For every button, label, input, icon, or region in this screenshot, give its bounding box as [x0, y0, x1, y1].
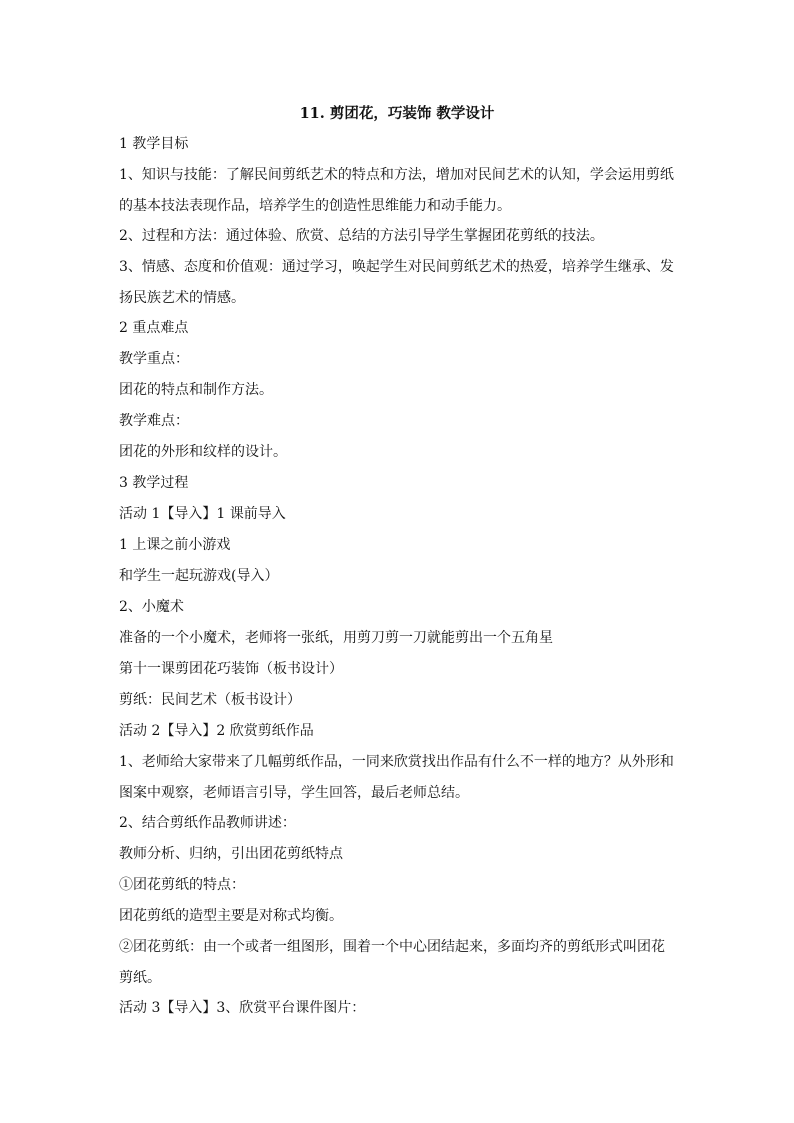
paragraph-line: 扬民族艺术的情感。 — [119, 290, 245, 306]
paragraph-line: 2、结合剪纸作品教师讲述： — [119, 815, 296, 831]
paragraph — [119, 504, 679, 524]
paragraph-line: ①团花剪纸的特点： — [119, 877, 245, 893]
paragraph-line: 活动 3【导入】3、欣赏平台课件图片： — [119, 1000, 366, 1016]
paragraph-line: 团花的特点和制作方法。 — [119, 382, 273, 398]
paragraph — [119, 380, 679, 400]
paragraph-line: 的基本技法表现作品，培养学生的创造性思维能力和动手能力。 — [119, 198, 511, 214]
paragraph — [119, 597, 679, 617]
paragraph-line: 1、知识与技能：了解民间剪纸艺术的特点和方法，增加对民间艺术的认知，学会运用剪纸 — [119, 167, 674, 183]
paragraph — [119, 257, 679, 308]
paragraph-line: 活动 1【导入】1 课前导入 — [119, 506, 286, 522]
paragraph-line: 3、情感、态度和价值观：通过学习，唤起学生对民间剪纸艺术的热爱，培养学生继承、发 — [119, 259, 674, 275]
paragraph — [119, 721, 679, 741]
document-title: 11. 剪团花，巧装饰 教学设计 — [299, 105, 495, 122]
document-body — [119, 134, 679, 1029]
paragraph-line: 2 重点难点 — [119, 320, 189, 336]
paragraph — [119, 442, 679, 462]
paragraph-line: 教师分析、归纳，引出团花剪纸特点 — [119, 846, 343, 862]
paragraph-line: 剪纸。 — [119, 970, 161, 986]
paragraph-line: 1、老师给大家带来了几幅剪纸作品，一同来欣赏找出作品有什么不一样的地方？从外形和 — [119, 754, 674, 770]
paragraph-line: 3 教学过程 — [119, 475, 189, 491]
paragraph — [119, 752, 679, 803]
paragraph-line: 1 上课之前小游戏 — [119, 537, 231, 553]
paragraph-line: ②团花剪纸：由一个或者一组图形，围着一个中心团结起来，多面均齐的剪纸形式叫团花 — [119, 939, 665, 955]
paragraph — [119, 535, 679, 555]
paragraph-line: 和学生一起玩游戏(导入） — [119, 568, 279, 584]
paragraph — [119, 165, 679, 216]
paragraph-line: 教学难点： — [119, 413, 189, 429]
paragraph-line: 团花剪纸的造型主要是对称式均衡。 — [119, 908, 343, 924]
paragraph-line: 1 教学目标 — [119, 136, 189, 152]
paragraph — [119, 875, 679, 895]
paragraph — [119, 937, 679, 988]
paragraph-line: 团花的外形和纹样的设计。 — [119, 444, 287, 460]
paragraph — [119, 813, 679, 833]
paragraph — [119, 566, 679, 586]
paragraph-line: 教学重点： — [119, 351, 189, 367]
paragraph-line: 图案中观察，老师语言引导，学生回答，最后老师总结。 — [119, 785, 469, 801]
paragraph-line: 2、小魔术 — [119, 599, 184, 615]
paragraph-line: 2、过程和方法：通过体验、欣赏、总结的方法引导学生掌握团花剪纸的技法。 — [119, 228, 604, 244]
paragraph — [119, 906, 679, 926]
paragraph — [119, 690, 679, 710]
paragraph — [119, 659, 679, 679]
paragraph — [119, 628, 679, 648]
paragraph — [119, 998, 679, 1018]
paragraph-line: 第十一课剪团花巧装饰（板书设计） — [119, 661, 343, 677]
paragraph — [119, 226, 679, 246]
paragraph — [119, 473, 679, 493]
paragraph — [119, 411, 679, 431]
paragraph-line: 剪纸：民间艺术（板书设计） — [119, 692, 301, 708]
paragraph-line: 活动 2【导入】2 欣赏剪纸作品 — [119, 723, 314, 739]
paragraph — [119, 349, 679, 369]
paragraph — [119, 318, 679, 338]
paragraph — [119, 844, 679, 864]
paragraph — [119, 134, 679, 154]
paragraph-line: 准备的一个小魔术，老师将一张纸，用剪刀剪一刀就能剪出一个五角星 — [119, 630, 553, 646]
